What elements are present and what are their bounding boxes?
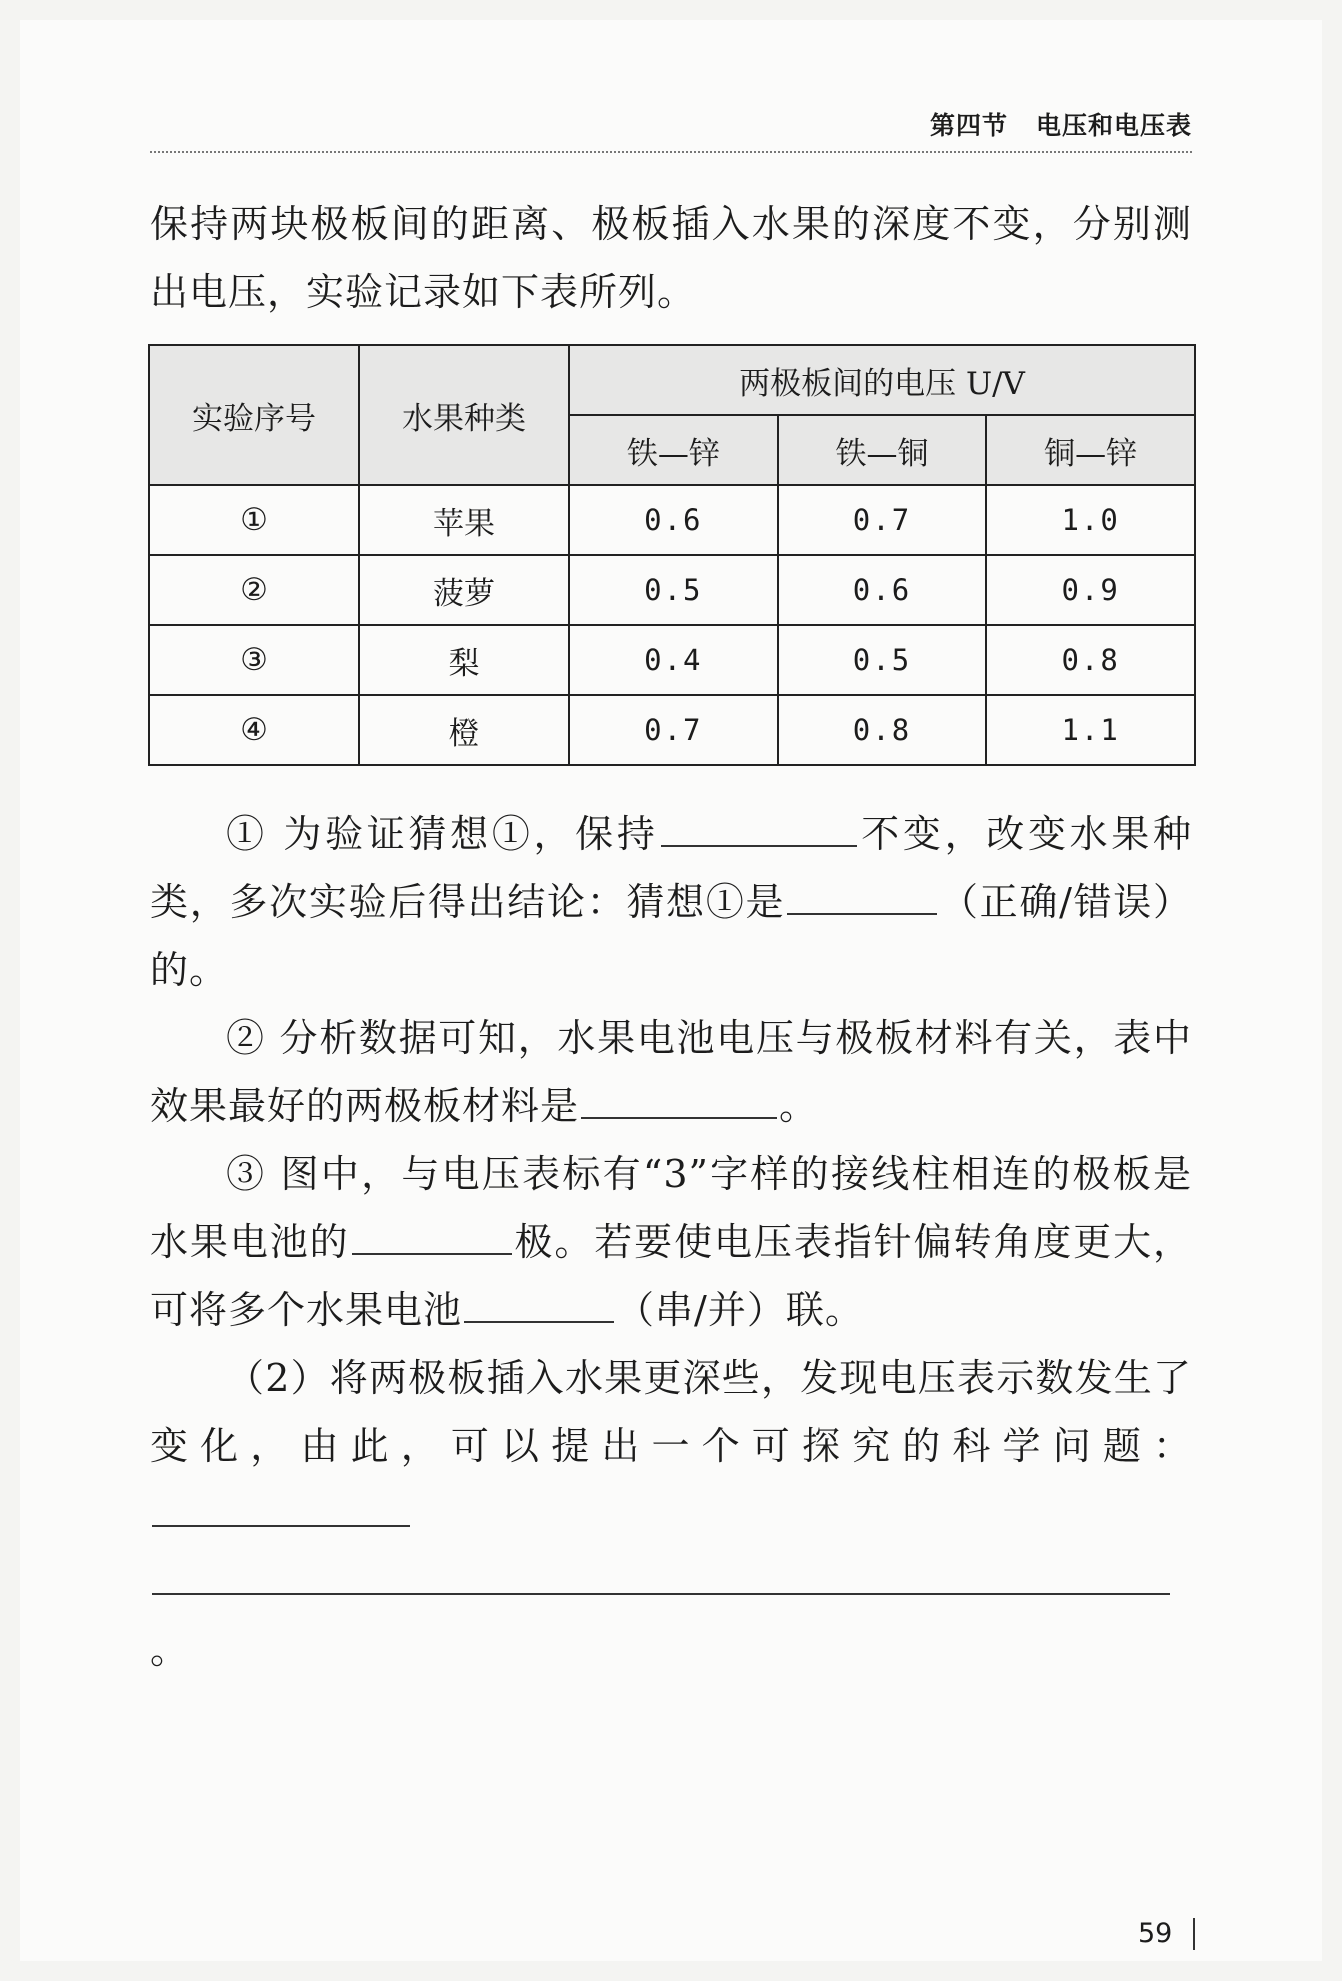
answer-blank-7[interactable]	[152, 1553, 1170, 1595]
voltage-table	[148, 344, 1196, 766]
question-4	[150, 1344, 1192, 1548]
table-row	[149, 485, 1195, 555]
row-v-cu-zn: 1.0	[986, 485, 1195, 555]
row-v-fe-zn: 0.4	[569, 625, 778, 695]
question-1-text-c: （正确/错误）的。	[150, 880, 1192, 992]
row-v-cu-zn: 0.8	[986, 625, 1195, 695]
question-3-text-c: （串/并）联。	[616, 1288, 864, 1332]
header-section: 第四节	[929, 111, 1008, 140]
question-4-line-2	[150, 1548, 1192, 1684]
question-3	[150, 1140, 1192, 1344]
question-1-text-a: ① 为验证猜想①，保持	[226, 812, 659, 856]
row-index: ④	[149, 695, 359, 765]
question-2	[150, 1004, 1192, 1140]
row-v-fe-cu: 0.8	[778, 695, 987, 765]
question-4-text-b: 。	[150, 1628, 190, 1672]
page-number-bar	[1193, 1918, 1195, 1950]
row-v-fe-zn: 0.5	[569, 555, 778, 625]
question-3-text-b: 极。若要使电压表指针偏转角度更大，可将多个水果电池	[150, 1220, 1192, 1332]
row-v-cu-zn: 1.1	[986, 695, 1195, 765]
row-index: ①	[149, 485, 359, 555]
table-row	[149, 555, 1195, 625]
running-header	[148, 106, 1192, 142]
row-v-fe-zn: 0.6	[569, 485, 778, 555]
col-header-index: 实验序号	[149, 345, 359, 485]
subheader-fe-zn: 铁—锌	[569, 415, 778, 485]
question-1-text-b: 不变，改变水果种类，多次实验后得出结论：猜想①是	[150, 812, 1192, 924]
intro-paragraph: 保持两块极板间的距离、极板插入水果的深度不变，分别测出电压，实验记录如下表所列。	[150, 202, 1192, 314]
answer-blank-1[interactable]	[661, 805, 857, 847]
table-row	[149, 625, 1195, 695]
answer-blank-6[interactable]	[152, 1485, 410, 1527]
question-2-text-a: ② 分析数据可知，水果电池电压与极板材料有关，表中效果最好的两极板材料是	[150, 1016, 1192, 1128]
answer-blank-3[interactable]	[581, 1077, 777, 1119]
subheader-fe-cu: 铁—铜	[778, 415, 987, 485]
answer-blank-4[interactable]	[352, 1213, 512, 1255]
row-v-fe-zn: 0.7	[569, 695, 778, 765]
table-row	[149, 695, 1195, 765]
row-fruit: 菠萝	[359, 555, 569, 625]
header-title: 电压和电压表	[1035, 111, 1192, 140]
col-header-voltage: 两极板间的电压 U/V	[569, 345, 1195, 415]
row-v-cu-zn: 0.9	[986, 555, 1195, 625]
answer-blank-2[interactable]	[787, 873, 937, 915]
questions-block	[150, 800, 1192, 1684]
col-header-fruit: 水果种类	[359, 345, 569, 485]
subheader-cu-zn: 铜—锌	[986, 415, 1195, 485]
row-fruit: 梨	[359, 625, 569, 695]
question-3-text-a: ③ 图中，与电压表标有“3”字样的接线柱相连的极板是水果电池的	[150, 1152, 1192, 1264]
answer-blank-5[interactable]	[464, 1281, 614, 1323]
row-v-fe-cu: 0.7	[778, 485, 987, 555]
row-v-fe-cu: 0.6	[778, 555, 987, 625]
question-2-text-b: 。	[779, 1084, 819, 1128]
question-1	[150, 800, 1192, 1004]
row-fruit: 橙	[359, 695, 569, 765]
row-v-fe-cu: 0.5	[778, 625, 987, 695]
page-number: 59	[1138, 1918, 1173, 1949]
row-fruit: 苹果	[359, 485, 569, 555]
header-divider	[150, 151, 1192, 153]
row-index: ③	[149, 625, 359, 695]
question-4-text-a: （2）将两极板插入水果更深些，发现电压表示数发生了变化，由此，可以提出一个可探究的科学问题：	[150, 1356, 1192, 1468]
row-index: ②	[149, 555, 359, 625]
